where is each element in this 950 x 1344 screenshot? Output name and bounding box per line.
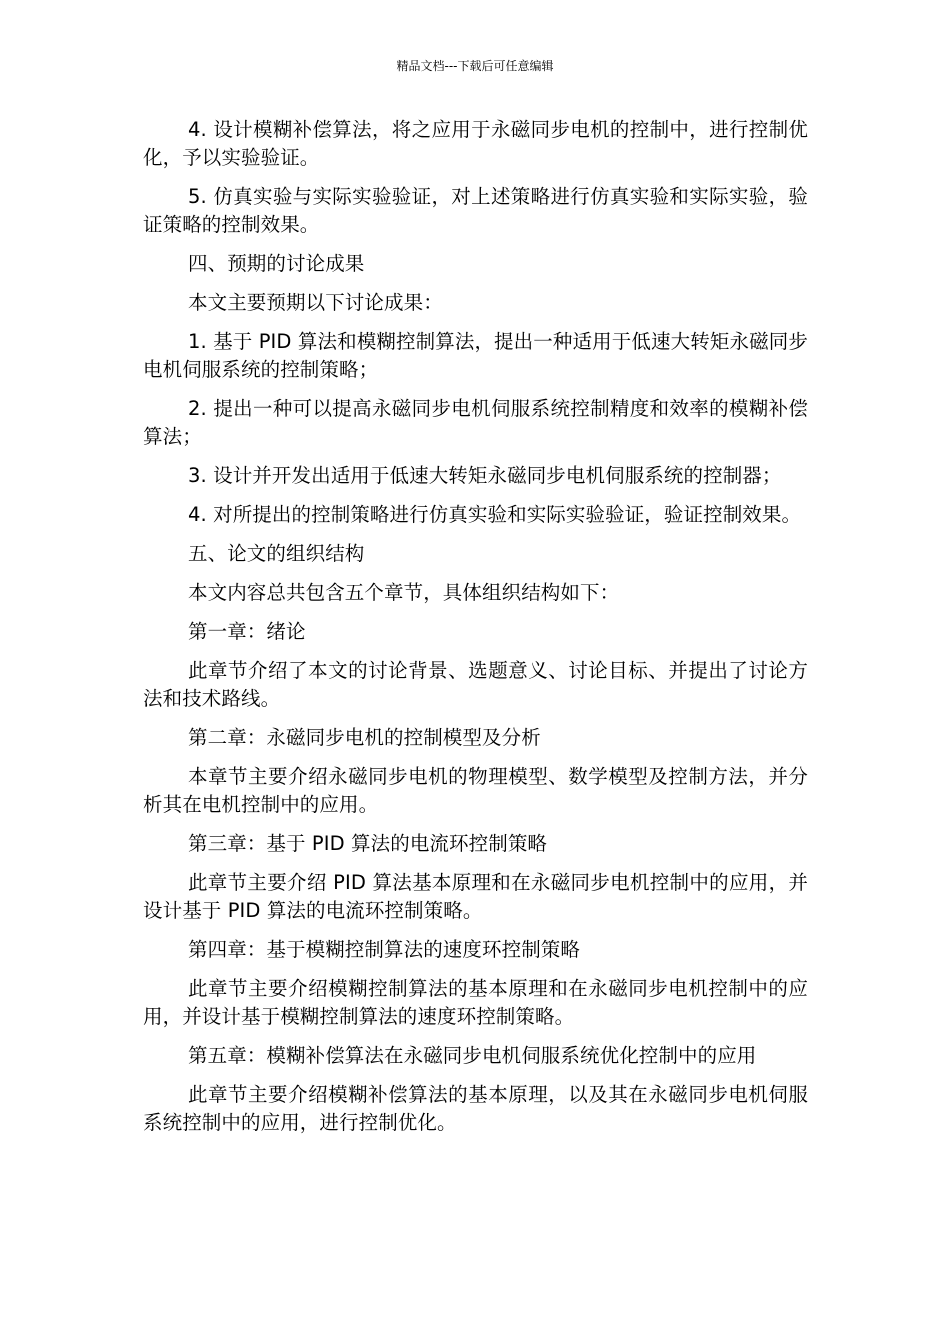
- paragraph-design-fuzzy-compensation: 4. 设计模糊补偿算法，将之应用于永磁同步电机的控制中，进行控制优化，予以实验验证。: [143, 118, 808, 169]
- list-item-result-2: 2. 提出一种可以提高永磁同步电机伺服系统控制精度和效率的模糊补偿算法；: [143, 397, 808, 448]
- paragraph-expected-intro: 本文主要预期以下讨论成果：: [188, 291, 443, 314]
- document-body: [143, 116, 808, 1148]
- page-header: 精品文档---下载后可任意编辑: [396, 59, 554, 73]
- chapter-1-title: 第一章：绪论: [188, 620, 306, 643]
- chapter-5-title: 第五章：模糊补偿算法在永磁同步电机伺服系统优化控制中的应用: [188, 1044, 757, 1067]
- list-item-result-1: 1. 基于 PID 算法和模糊控制算法，提出一种适用于低速大转矩永磁同步电机伺服系统的控制策略；: [143, 330, 808, 381]
- paragraph-structure-intro: 本文内容总共包含五个章节，具体组织结构如下：: [188, 581, 620, 604]
- chapter-1-description: 此章节介绍了本文的讨论背景、选题意义、讨论目标、并提出了讨论方法和技术路线。: [143, 659, 808, 710]
- list-item-result-3: 3. 设计并开发出适用于低速大转矩永磁同步电机伺服系统的控制器；: [188, 464, 782, 487]
- chapter-4-title: 第四章：基于模糊控制算法的速度环控制策略: [188, 938, 581, 961]
- chapter-3-description: 此章节主要介绍 PID 算法基本原理和在永磁同步电机控制中的应用，并设计基于 PID 算法的电流环控制策略。: [143, 871, 808, 922]
- section-heading-structure: 五、论文的组织结构: [188, 542, 365, 565]
- chapter-3-title: 第三章：基于 PID 算法的电流环控制策略: [188, 832, 548, 855]
- paragraph-simulation-verification: 5. 仿真实验与实际实验验证，对上述策略进行仿真实验和实际实验，验证策略的控制效果。: [143, 185, 808, 236]
- list-item-result-4: 4. 对所提出的控制策略进行仿真实验和实际实验验证，验证控制效果。: [188, 503, 802, 526]
- chapter-4-description: 此章节主要介绍模糊控制算法的基本原理和在永磁同步电机控制中的应用，并设计基于模糊控制算法的速度环控制策略。: [143, 977, 808, 1028]
- section-heading-expected-results: 四、预期的讨论成果: [188, 252, 365, 275]
- chapter-5-description: 此章节主要介绍模糊补偿算法的基本原理，以及其在永磁同步电机伺服系统控制中的应用，进行控制优化。: [143, 1083, 808, 1134]
- chapter-2-description: 本章节主要介绍永磁同步电机的物理模型、数学模型及控制方法，并分析其在电机控制中的应用。: [143, 765, 808, 816]
- chapter-2-title: 第二章：永磁同步电机的控制模型及分析: [188, 726, 541, 749]
